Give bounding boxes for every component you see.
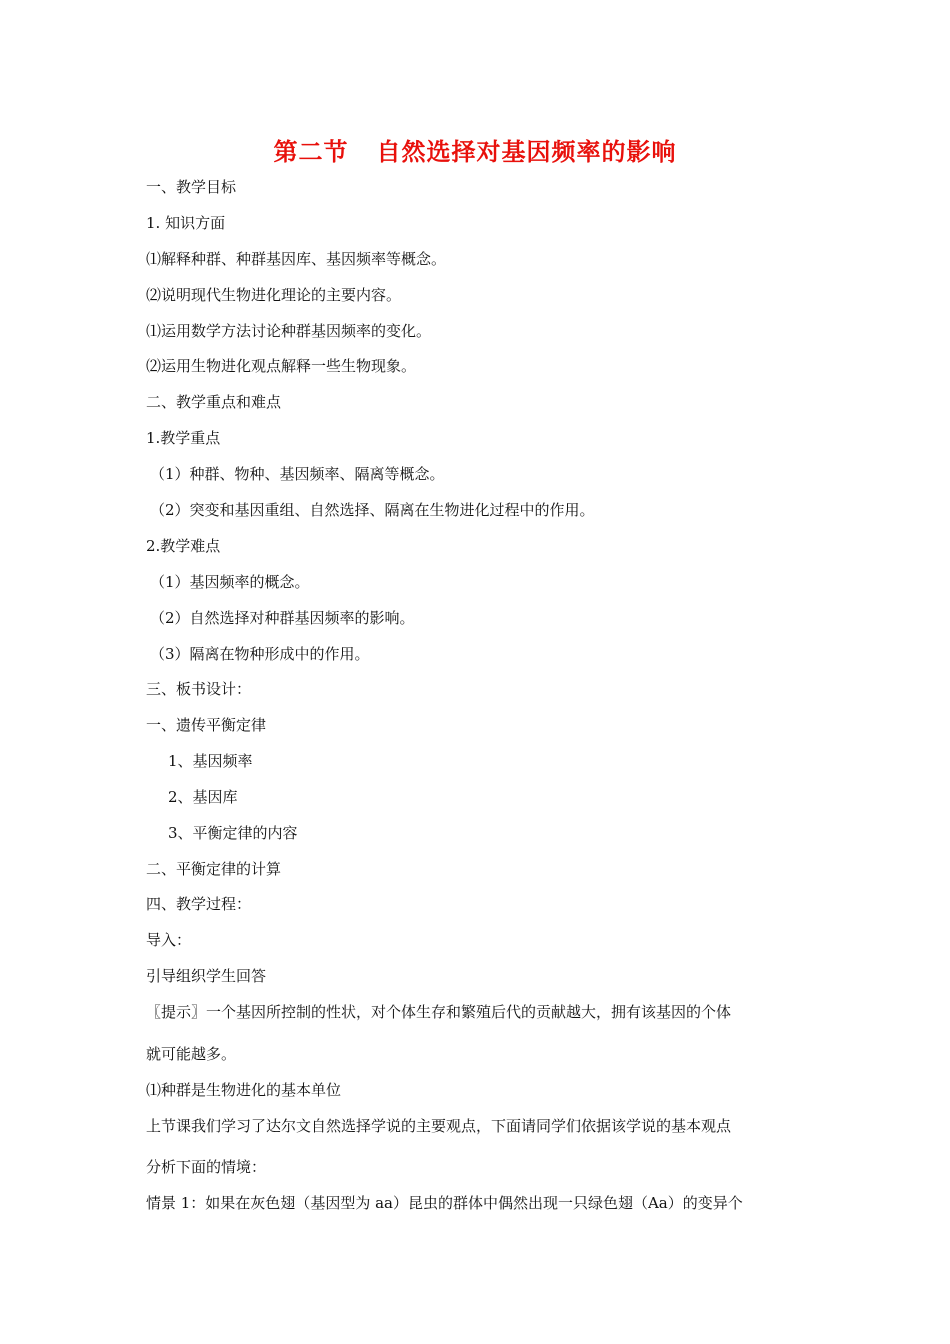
text-line: ⑴种群是生物进化的基本单位 [146,1081,342,1099]
text-line: 上节课我们学习了达尔文自然选择学说的主要观点，下面请同学们依据该学说的基本观点 [146,1117,732,1135]
section-heading: 一、教学目标 [146,178,237,196]
text-line: 〖提示〗一个基因所控制的性状，对个体生存和繁殖后代的贡献越大，拥有该基因的个体 [146,1003,732,1021]
text-line: （1）基因频率的概念。 [150,573,310,591]
text-line: 引导组织学生回答 [146,967,267,985]
text-line: 2.教学难点 [146,537,221,555]
text-line: 1、基因频率 [168,752,253,770]
text-line: 就可能越多。 [146,1045,237,1063]
text-line: 二、平衡定律的计算 [146,860,282,878]
text-line: 2、基因库 [168,788,238,806]
text-line: 一、遗传平衡定律 [146,716,267,734]
text-line: 情景 1：如果在灰色翅（基因型为 aa）昆虫的群体中偶然出现一只绿色翅（Aa）的变异个 [146,1194,743,1212]
section-heading: 四、教学过程： [146,895,252,913]
text-line: ⑴运用数学方法讨论种群基因频率的变化。 [146,322,432,340]
text-line: ⑵说明现代生物进化理论的主要内容。 [146,286,402,304]
page-title: 第二节 自然选择对基因频率的影响 [273,138,677,166]
text-line: （3）隔离在物种形成中的作用。 [150,645,370,663]
text-line: （2）自然选择对种群基因频率的影响。 [150,609,415,627]
text-line: （1）种群、物种、基因频率、隔离等概念。 [150,465,445,483]
text-line: （2）突变和基因重组、自然选择、隔离在生物进化过程中的作用。 [150,501,595,519]
text-line: ⑵运用生物进化观点解释一些生物现象。 [146,357,417,375]
text-line: 1.教学重点 [146,429,221,447]
text-line: 3、平衡定律的内容 [168,824,298,842]
section-heading: 二、教学重点和难点 [146,393,282,411]
text-line: 1. 知识方面 [146,214,226,232]
text-line: 导入： [146,931,192,949]
text-line: 分析下面的情境： [146,1158,267,1176]
text-line: ⑴解释种群、种群基因库、基因频率等概念。 [146,250,447,268]
section-heading: 三、板书设计： [146,680,252,698]
